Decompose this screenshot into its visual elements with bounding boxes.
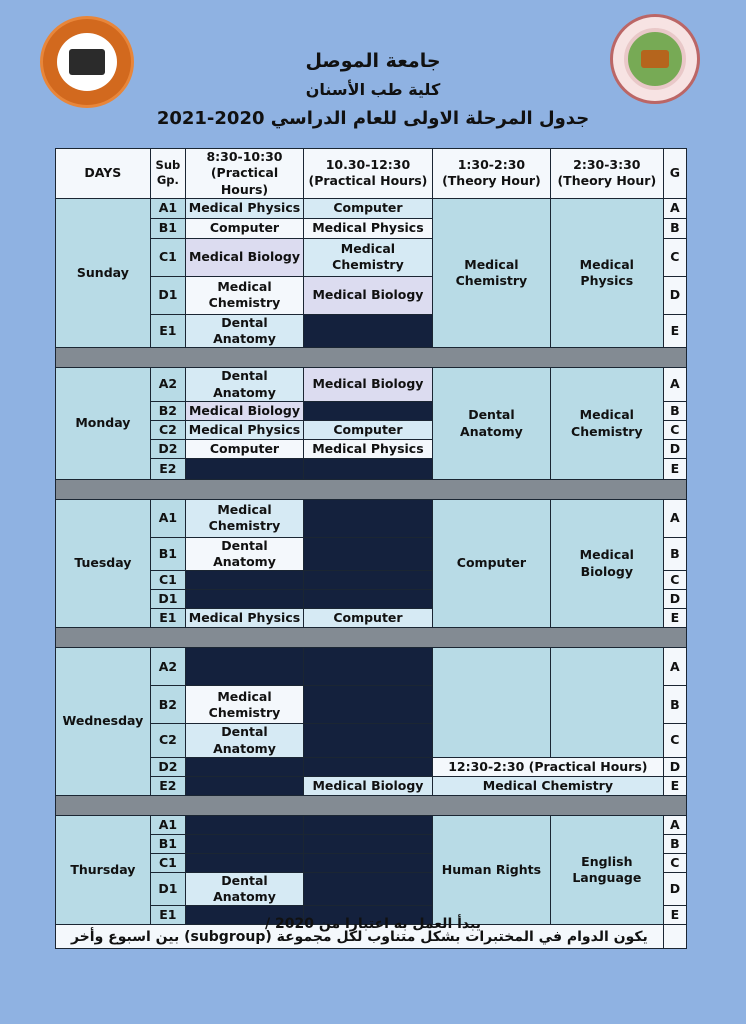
slot2-header: 10.30-12:30 (Practical Hours) [303,149,432,199]
subgroup-cell: B2 [150,686,185,724]
group-cell: A [663,815,686,834]
subgroup-cell: C1 [150,571,185,590]
schedule-cell: Medical Physics [303,439,432,458]
group-cell: C [663,238,686,276]
empty-cell [303,834,432,853]
group-cell: A [663,368,686,402]
empty-cell [303,590,432,609]
theory-cell: Medical Chemistry [550,368,663,480]
schedule-cell: Medical Chemistry [303,238,432,276]
schedule-cell: Computer [186,439,304,458]
group-cell: B [663,218,686,238]
empty-cell [303,724,432,758]
empty-cell [186,571,304,590]
schedule-cell: Medical Biology [186,238,304,276]
subgroup-cell: A1 [150,198,185,218]
subgroup-cell: A1 [150,815,185,834]
day-wednesday: Wednesday [56,648,151,796]
table-row [56,499,687,537]
schedule-cell: Computer [303,420,432,439]
schedule-cell: Medical Chemistry [186,499,304,537]
empty-cell [303,499,432,537]
day-monday: Monday [56,368,151,480]
empty-cell [186,590,304,609]
separator [56,348,687,368]
day-sunday: Sunday [56,198,151,348]
group-cell: C [663,724,686,758]
empty-theory-cell [550,648,663,758]
schedule-cell: Computer [303,198,432,218]
schedule-cell: Computer [186,218,304,238]
schedule-cell: Dental Anatomy [186,537,304,571]
empty-cell [186,757,304,776]
schedule-cell: Medical Biology [303,368,432,402]
university-name: جامعة الموصل [305,50,441,72]
subgroup-cell: A1 [150,499,185,537]
schedule-cell: Computer [303,609,432,628]
schedule-cell: Medical Physics [303,218,432,238]
empty-cell [303,872,432,906]
subgroup-cell: B1 [150,218,185,238]
separator [56,795,687,815]
group-cell: B [663,834,686,853]
subgroup-header: Sub Gp. [150,149,185,199]
subgroup-cell: B1 [150,537,185,571]
empty-cell [186,815,304,834]
empty-cell [303,314,432,348]
empty-cell [186,648,304,686]
separator [56,628,687,648]
schedule-table [55,148,687,949]
empty-cell [186,776,304,795]
subgroup-cell: D1 [150,872,185,906]
theory-cell: Human Rights [432,815,550,925]
empty-theory-cell [432,648,550,758]
theory-cell: Computer [432,499,550,628]
group-cell: C [663,571,686,590]
empty-cell [186,834,304,853]
group-cell: D [663,757,686,776]
empty-cell [303,757,432,776]
schedule-cell: Medical Physics [186,420,304,439]
group-cell: E [663,776,686,795]
group-cell: E [663,609,686,628]
schedule-cell: Medical Biology [303,776,432,795]
separator-row [56,479,687,499]
group-cell: D [663,872,686,906]
separator [56,479,687,499]
theory-cell: Medical Biology [550,499,663,628]
subgroup-cell: E1 [150,314,185,348]
subgroup-cell: C1 [150,238,185,276]
schedule-cell: Medical Chemistry [186,276,304,314]
separator-row [56,348,687,368]
theory-cell: English Language [550,815,663,925]
schedule-cell: Dental Anatomy [186,724,304,758]
empty-cell [303,648,432,686]
schedule-title: جدول المرحلة الاولى للعام الدراسي 2020-2021 [156,108,590,129]
table-row [56,815,687,834]
day-thursday: Thursday [56,815,151,925]
subgroup-cell: D1 [150,590,185,609]
subgroup-cell: B1 [150,834,185,853]
group-header: G [663,149,686,199]
group-cell: E [663,906,686,925]
subgroup-cell: A2 [150,368,185,402]
table-row [56,776,687,795]
subgroup-cell: C2 [150,420,185,439]
slot3-header: 1:30-2:30 (Theory Hour) [432,149,550,199]
rotation-note: يكون الدوام في المختبرات بشكل متناوب لكل مجموعة (subgroup) بين اسبوع وأخر [56,925,664,949]
schedule-cell: Dental Anatomy [186,368,304,402]
start-date-note: يبدأ العمل به اعتبارا من 2020 / [265,916,481,932]
empty-cell [303,458,432,479]
empty-cell [303,686,432,724]
table-row [56,648,687,686]
schedule-cell: Medical Biology [186,401,304,420]
empty-cell [186,853,304,872]
separator-row [56,628,687,648]
day-tuesday: Tuesday [56,499,151,628]
subgroup-cell: D2 [150,439,185,458]
schedule-cell: Medical Biology [303,276,432,314]
group-cell: B [663,401,686,420]
schedule-cell: Dental Anatomy [186,872,304,906]
subgroup-cell: A2 [150,648,185,686]
empty-cell [186,458,304,479]
table-row [56,757,687,776]
group-cell: C [663,853,686,872]
schedule-cell: Medical Chemistry [186,686,304,724]
subgroup-cell: E1 [150,906,185,925]
slot1-header: 8:30-10:30 (Practical Hours) [186,149,304,199]
slot4-header: 2:30-3:30 (Theory Hour) [550,149,663,199]
schedule-cell: Medical Physics [186,609,304,628]
empty-cell [303,571,432,590]
theory-cell: Medical Physics [550,198,663,348]
theory-cell: Medical Chemistry [432,198,550,348]
group-cell: D [663,439,686,458]
days-header: DAYS [56,149,151,199]
schedule-cell: Medical Chemistry [432,776,663,795]
college-name: كلية طب الأسنان [305,80,441,99]
theory-cell: Dental Anatomy [432,368,550,480]
empty-cell [303,815,432,834]
group-cell: A [663,499,686,537]
schedule-cell: Medical Physics [186,198,304,218]
schedule-cell: Dental Anatomy [186,314,304,348]
subgroup-cell: B2 [150,401,185,420]
empty-cell [303,401,432,420]
practical-note: 12:30-2:30 (Practical Hours) [432,757,663,776]
subgroup-cell: E2 [150,776,185,795]
subgroup-cell: D2 [150,757,185,776]
group-cell: D [663,590,686,609]
table-row [56,368,687,402]
group-cell: A [663,198,686,218]
empty-cell [303,853,432,872]
table-row [56,198,687,218]
subgroup-cell: C2 [150,724,185,758]
group-cell: A [663,648,686,686]
group-cell: B [663,537,686,571]
group-cell: E [663,314,686,348]
group-cell: C [663,420,686,439]
separator-row [56,795,687,815]
group-cell: D [663,276,686,314]
group-cell: B [663,686,686,724]
header-row [56,149,687,199]
subgroup-cell: D1 [150,276,185,314]
subgroup-cell: E1 [150,609,185,628]
group-cell: E [663,458,686,479]
empty-cell [303,537,432,571]
subgroup-cell: E2 [150,458,185,479]
subgroup-cell: C1 [150,853,185,872]
